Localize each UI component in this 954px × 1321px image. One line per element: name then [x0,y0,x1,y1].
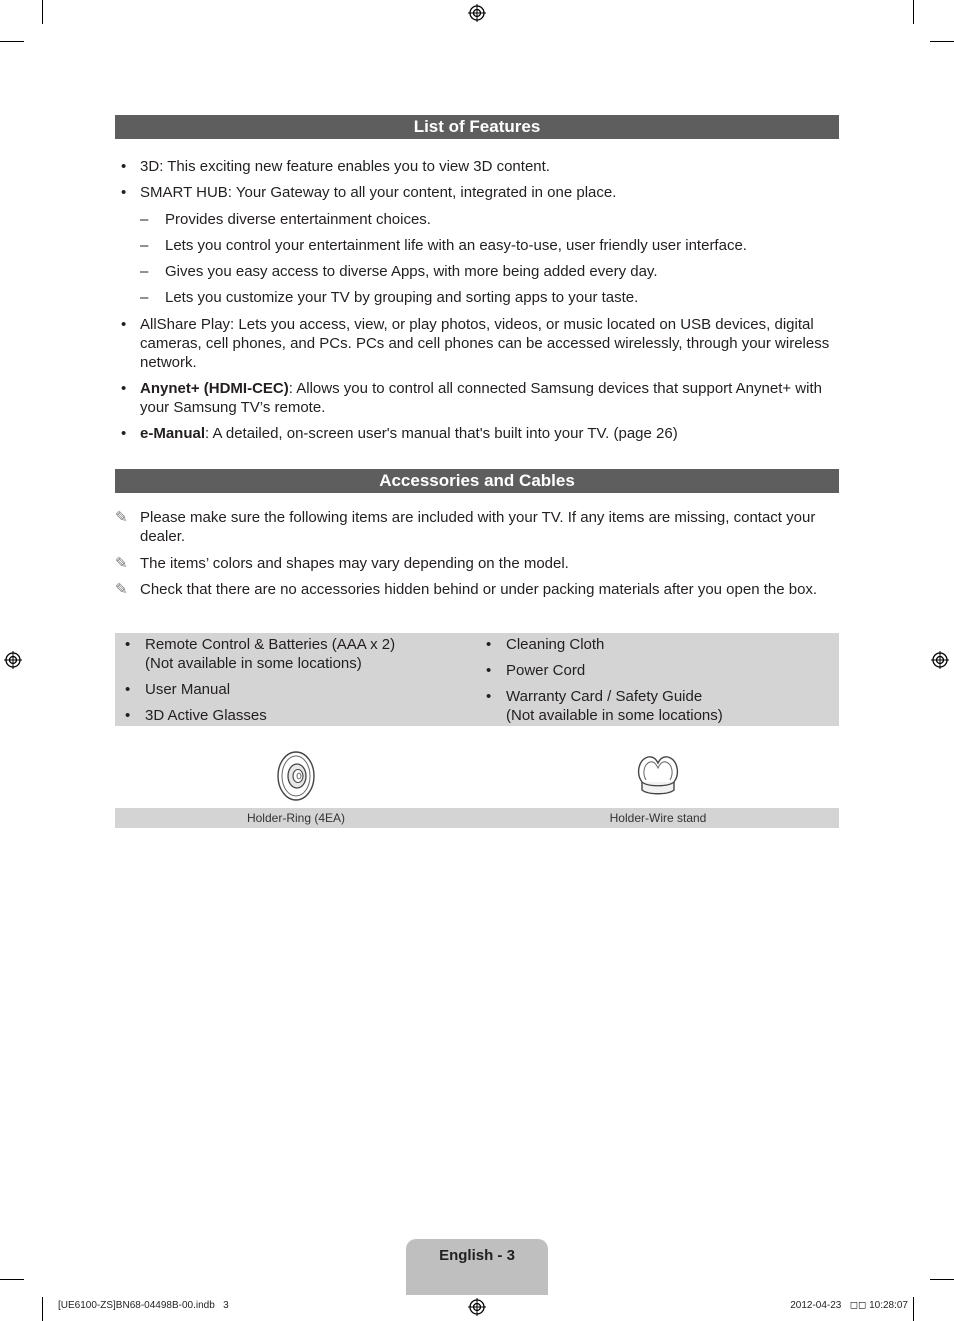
subitem-text: Lets you control your entertainment life with an easy-to-use, user friendly user interface. [165,237,747,254]
dash: – [140,211,149,228]
file-slug: [UE6100-ZS]BN68-04498B-00.indb 3 [58,1300,229,1311]
accessory-label: 3D Active Glasses [145,707,267,724]
section-header-features: List of Features [115,115,839,139]
accessory-label: Warranty Card / Safety Guide (Not available in some locations) [506,688,723,724]
bullet: • [486,636,492,653]
holder-wire-stand-icon [634,752,682,798]
feature-item-e-manual [115,424,839,443]
crop-mark [42,1297,43,1321]
crop-mark [930,1279,954,1280]
accessory-item [125,680,465,699]
note-item [115,508,839,546]
smart-hub-subitem [140,262,820,281]
feature-term: Anynet+ (HDMI-CEC) [140,380,289,397]
accessory-item [125,635,465,673]
accessory-label: Remote Control & Batteries (AAA x 2) (Not available in some locations) [145,636,396,672]
bullet: • [121,184,127,201]
registration-mark-icon [931,651,949,669]
page-number-tab: English - 3 [406,1239,548,1295]
feature-item-smart-hub [115,183,839,202]
feature-term: e-Manual [140,425,206,442]
accessory-label: Cleaning Cloth [506,636,605,653]
subitem-text: Gives you easy access to diverse Apps, with more being added every day. [165,263,658,280]
note-text: Check that there are no accessories hidden behind or under packing materials after you open the box. [140,581,818,598]
accessory-item [486,661,826,680]
accessory-label: Power Cord [506,662,586,679]
accessory-caption-bar [115,808,839,828]
feature-desc: : This exciting new feature enables you to view 3D content. [159,158,550,175]
accessory-item [486,635,826,654]
bullet: • [121,425,127,442]
print-timestamp: 2012-04-23 ◻◻ 10:28:07 [790,1300,908,1311]
note-text: Please make sure the following items are included with your TV. If any items are missing, contact your dealer. [140,509,816,545]
bullet: • [125,636,131,653]
feature-desc: : A detailed, on-screen user's manual that's built into your TV. (page 26) [205,425,678,442]
feature-term: AllShare Play [140,316,231,333]
feature-term: 3D [140,158,160,175]
caption-holder-ring: Holder-Ring (4EA) [246,811,346,825]
note-pencil-icon: ✎ [115,555,128,572]
smart-hub-subitem [140,210,820,229]
crop-mark [42,0,43,24]
dash: – [140,263,149,280]
note-pencil-icon: ✎ [115,581,128,598]
crop-mark [0,1279,24,1280]
registration-mark-icon [468,4,486,22]
subitem-text: Provides diverse entertainment choices. [165,211,431,228]
accessories-list-box [115,633,839,726]
smart-hub-subitem [140,288,820,307]
crop-mark [930,41,954,42]
bullet: • [121,316,127,333]
bullet: • [121,380,127,397]
bullet: • [486,662,492,679]
crop-mark [0,41,24,42]
crop-mark [913,1297,914,1321]
section-header-accessories: Accessories and Cables [115,469,839,493]
feature-desc: : Lets you access, view, or play photos, videos, or music located on USB devices, digital cameras, cell phones, and PCs. PCs and cell phones can be accessed wirelessly, through your wireless network. [140,316,830,371]
bullet: • [125,707,131,724]
feature-desc: : Allows you to control all connected Samsung devices that support Anynet+ with your Samsung TV’s remote. [140,380,822,416]
feature-term: SMART HUB [140,184,228,201]
subitem-text: Lets you customize your TV by grouping and sorting apps to your taste. [165,289,639,306]
accessory-label: User Manual [145,681,231,698]
note-item [115,554,839,573]
feature-item-allshare-play [115,315,839,372]
feature-item-3d [115,157,839,176]
feature-desc: : Your Gateway to all your content, integrated in one place. [227,184,617,201]
feature-item-anynet [115,379,839,417]
holder-ring-icon [274,750,318,802]
crop-mark [913,0,914,24]
note-item [115,580,839,599]
accessory-item [486,687,826,725]
accessory-item [125,706,465,725]
smart-hub-subitem [140,236,820,255]
registration-mark-icon [4,651,22,669]
note-text: The items’ colors and shapes may vary depending on the model. [140,555,569,572]
registration-mark-icon [468,1298,486,1316]
caption-holder-wire-stand: Holder-Wire stand [609,811,707,825]
note-pencil-icon: ✎ [115,509,128,526]
dash: – [140,237,149,254]
dash: – [140,289,149,306]
bullet: • [121,158,127,175]
bullet: • [125,681,131,698]
bullet: • [486,688,492,705]
